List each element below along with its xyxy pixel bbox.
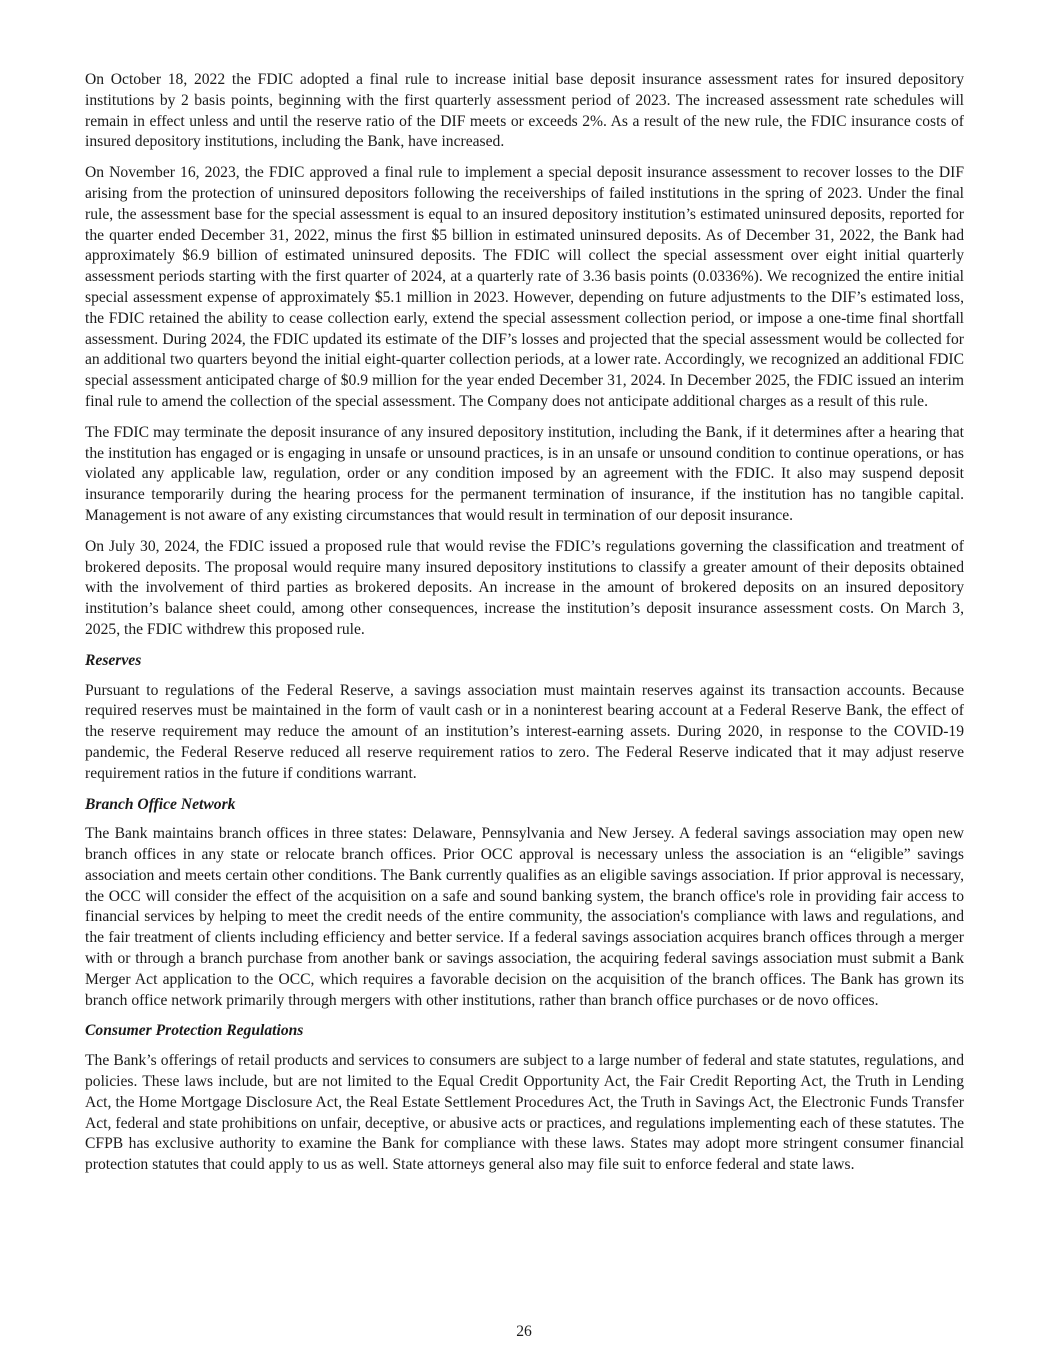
paragraph-branch-office-network: The Bank maintains branch offices in three states: Delaware, Pennsylvania and New Jersey. A federal savings association may open new branch offices in any state or relocate branch offices. Prior OCC approval is necessary unless the association is an “eligible” savings association and meets certain other conditions. The Bank currently qualifies as an eligible savings association. If prior approval is necessary, the OCC will consider the effect of the acquisition on a safe and sound banking system, the branch office's role in providing fair access to financial services by helping to meet the credit needs of the entire community, the association's compliance with laws and regulations, and the fair treatment of clients including efficiency and better service. If a federal savings association acquires branch offices through a merger with or through a branch purchase from another bank or savings association, the acquiring federal savings association must submit a Bank Merger Act application to the OCC, which requires a favorable decision on the acquisition of the branch offices. The Bank has grown its branch office network primarily through mergers with other institutions, rather than branch office purchases or de novo offices. (85, 825, 964, 1009)
heading-reserves: Reserves (85, 651, 142, 669)
heading-branch-office-network: Branch Office Network (85, 795, 236, 813)
paragraph-fdic-rate-increase: On October 18, 2022 the FDIC adopted a final rule to increase initial base deposit insurance assessment rates for insured depository institutions by 2 basis points, beginning with the first quarterly assessment period of 2023. The increased assessment rate schedules will remain in effect unless and until the reserve ratio of the DIF meets or exceeds 2%. As a result of the new rule, the FDIC insurance costs of insured depository institutions, including the Bank, have increased. (85, 71, 964, 151)
paragraph-deposit-insurance-termination: The FDIC may terminate the deposit insurance of any insured depository institution, including the Bank, if it determines after a hearing that the institution has engaged or is engaging in unsafe or unsound practices, is in an unsafe or unsound condition to continue operations, or has violated any applicable law, regulation, order or any condition imposed by an agreement with the FDIC. It also may suspend deposit insurance temporarily during the hearing process for the permanent termination of insurance, if the institution has no tangible capital. Management is not aware of any existing circumstances that would result in termination of our deposit insurance. (85, 423, 964, 524)
paragraph-consumer-protection: The Bank’s offerings of retail products and services to consumers are subject to a large number of federal and state statutes, regulations, and policies. These laws include, but are not limited to the Equal Credit Opportunity Act, the Fair Credit Reporting Act, the Truth in Lending Act, the Home Mortgage Disclosure Act, the Real Estate Settlement Procedures Act, the Truth in Savings Act, the Electronic Funds Transfer Act, federal and state prohibitions on unfair, deceptive, or abusive acts or practices, and regulations implementing each of these statutes. The CFPB has exclusive authority to examine the Bank for compliance with these laws. States may adopt more stringent consumer financial protection statutes that could apply to us as well. State attorneys general also may file suit to enforce federal and state laws. (85, 1052, 964, 1174)
heading-consumer-protection: Consumer Protection Regulations (85, 1022, 304, 1040)
paragraph-reserves: Pursuant to regulations of the Federal Reserve, a savings association must maintain reserves against its transaction accounts. Because required reserves must be maintained in the form of vault cash or in a noninterest bearing account at a Federal Reserve Bank, the effect of the reserve requirement may reduce the amount of an institution’s interest-earning assets. During 2020, in response to the COVID-19 pandemic, the Federal Reserve reduced all reserve requirement ratios to zero. The Federal Reserve indicated that it may adjust reserve requirement ratios in the future if conditions warrant. (85, 681, 964, 782)
document-body (85, 70, 964, 1186)
paragraph-brokered-deposits: On July 30, 2024, the FDIC issued a proposed rule that would revise the FDIC’s regulations governing the classification and treatment of brokered deposits. The proposal would require many insured depository institutions to classify a greater amount of their deposits obtained with the involvement of third parties as brokered deposits. An increase in the amount of brokered deposits on an insured depository institution’s balance sheet could, among other consequences, increase the institution’s deposit insurance assessment costs. On March 3, 2025, the FDIC withdrew this proposed rule. (85, 537, 964, 638)
page-number: 26 (516, 1323, 532, 1340)
paragraph-special-assessment: On November 16, 2023, the FDIC approved a final rule to implement a special deposit insurance assessment to recover losses to the DIF arising from the protection of uninsured depositors following the receiverships of failed institutions in the spring of 2023. Under the final rule, the assessment base for the special assessment is equal to an insured depository institution’s estimated uninsured deposits, reported for the quarter ended December 31, 2022, minus the first $5 billion in estimated uninsured deposits. As of December 31, 2022, the Bank had approximately $6.9 billion of estimated uninsured deposits. The FDIC will collect the special assessment over eight initial quarterly assessment periods starting with the first quarter of 2024, at a quarterly rate of 3.36 basis points (0.0336%). We recognized the entire initial special assessment expense of approximately $5.1 million in 2023. However, depending on future adjustments to the DIF’s estimated loss, the FDIC retained the ability to cease collection early, extend the special assessment collection period, or impose a one-time final shortfall assessment. During 2024, the FDIC updated its estimate of the DIF’s losses and projected that the special assessment would be collected for an additional two quarters beyond the initial eight-quarter collection periods, at a lower rate. Accordingly, we recognized an additional FDIC special assessment anticipated charge of $0.9 million for the year ended December 31, 2024. In December 2025, the FDIC issued an interim final rule to amend the collection of the special assessment. The Company does not anticipate additional charges as a result of this rule. (85, 164, 964, 410)
